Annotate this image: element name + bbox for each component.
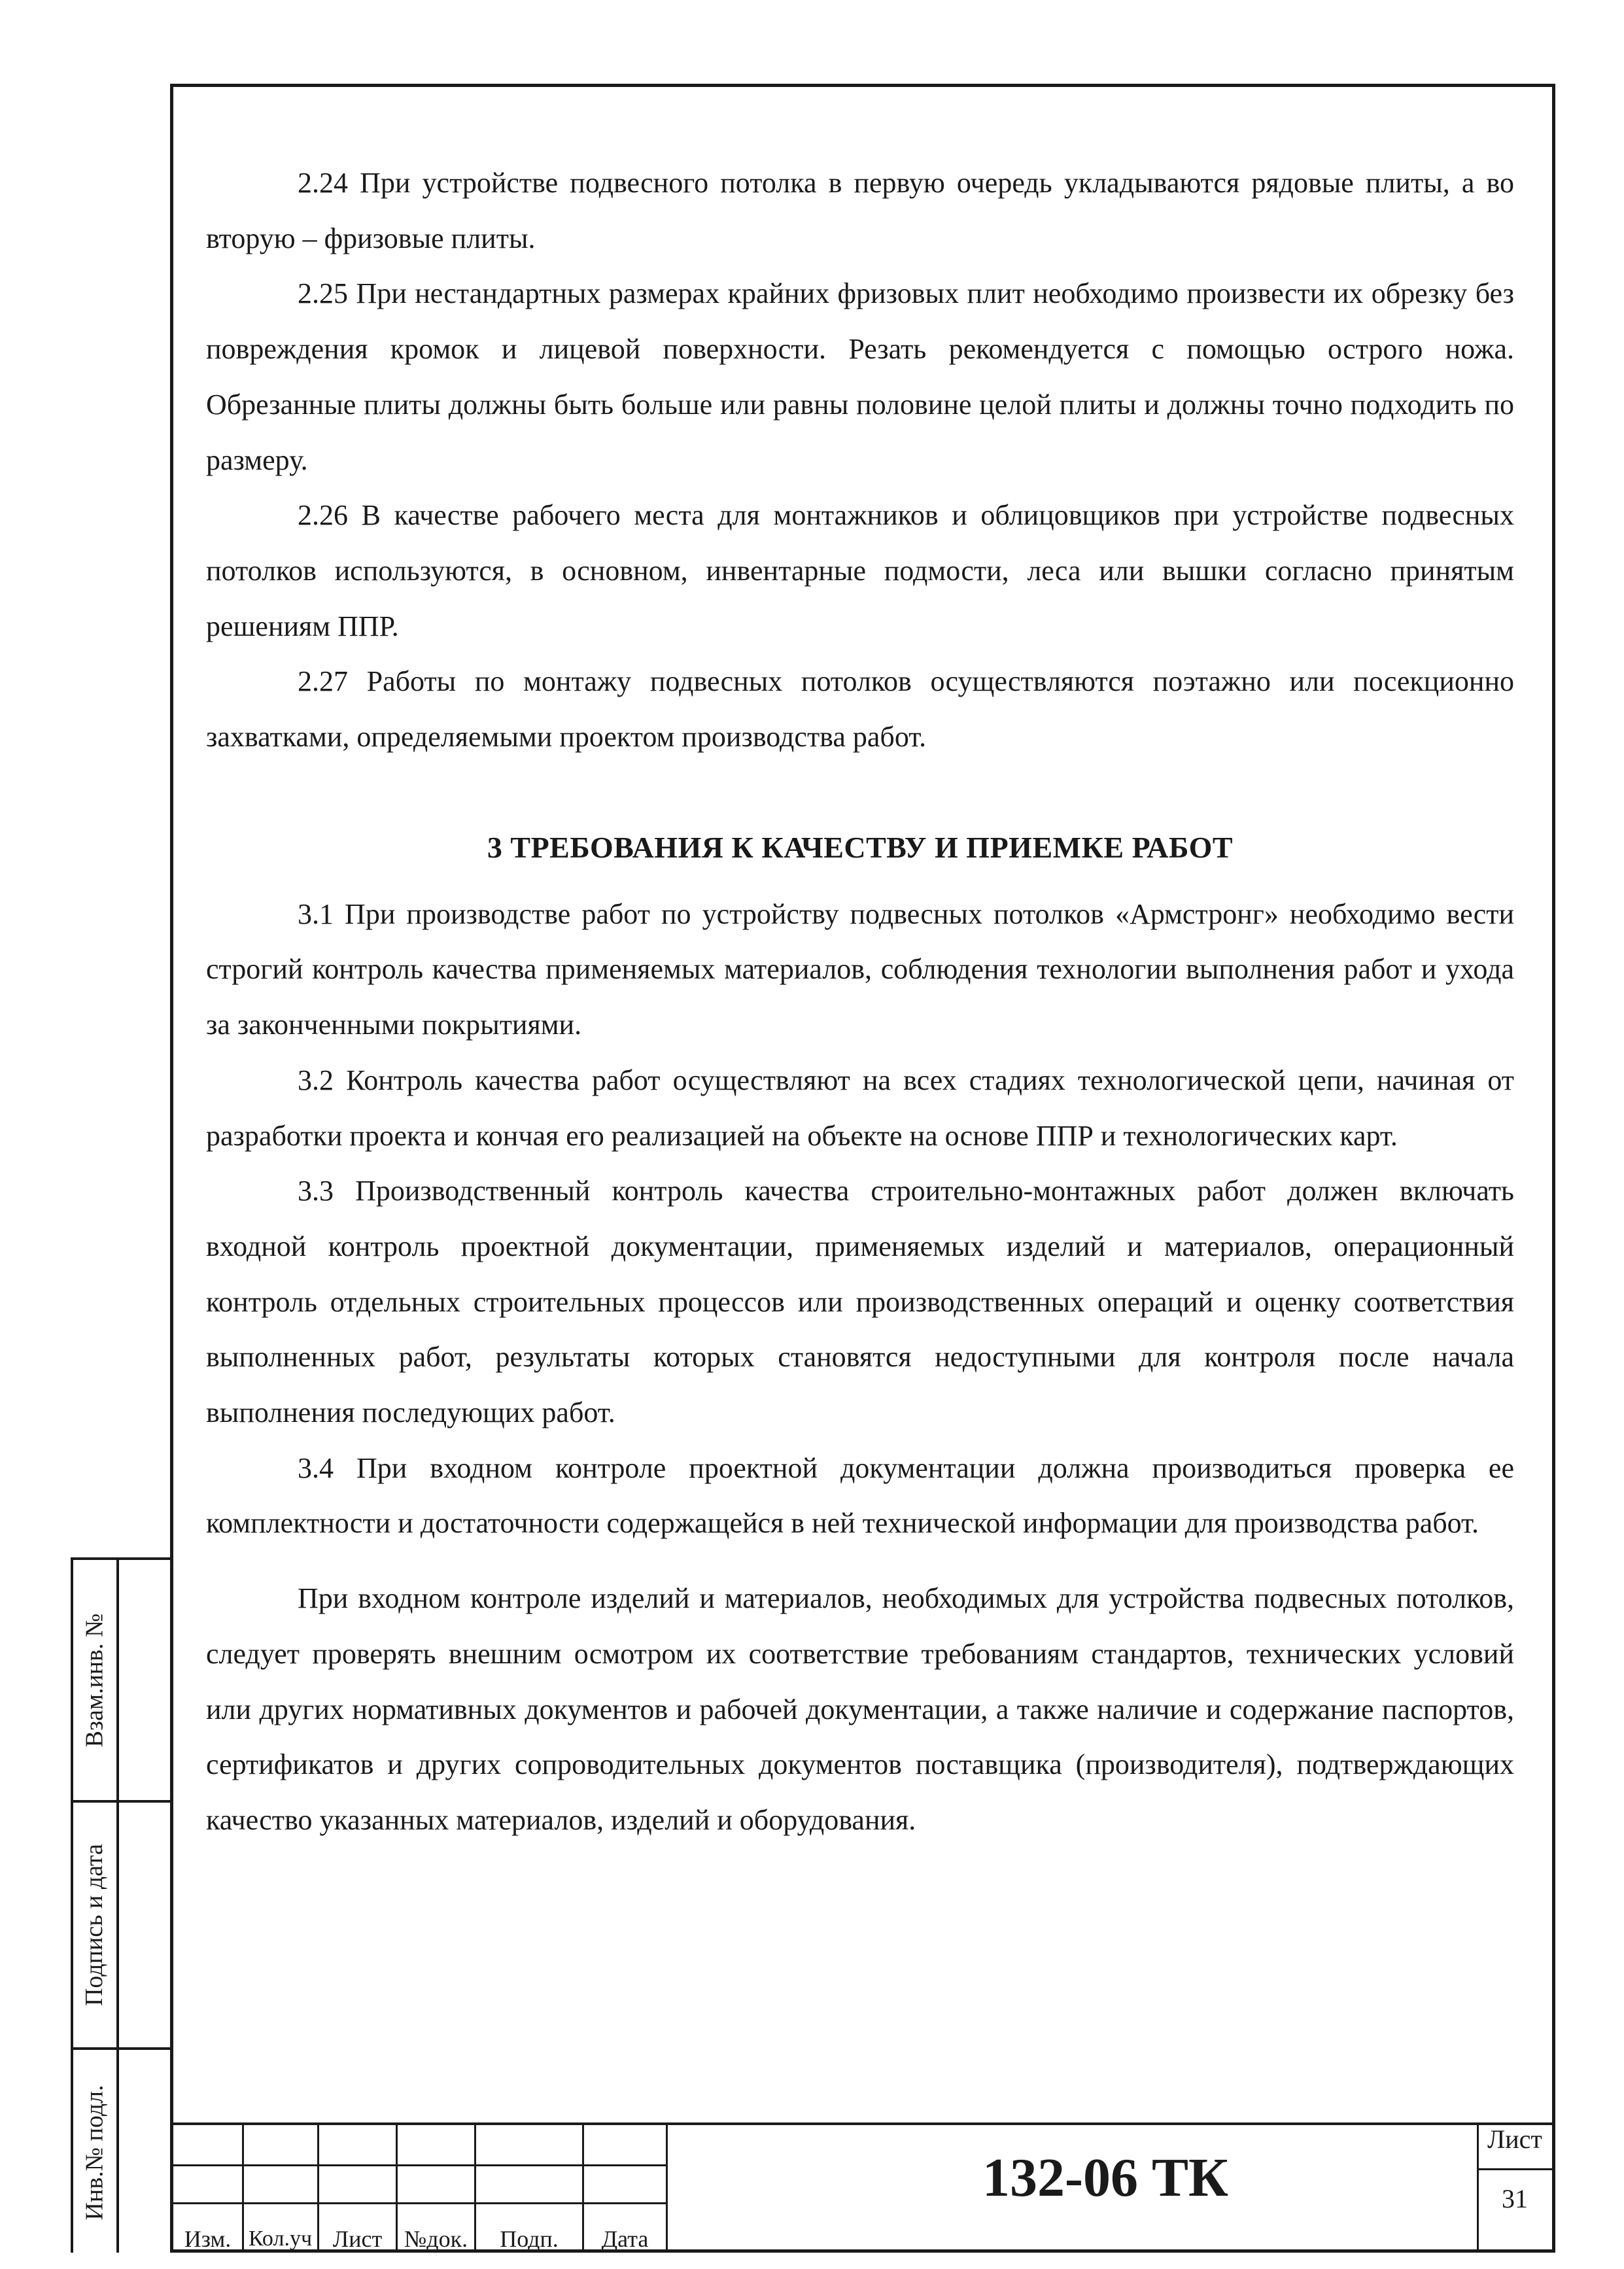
col-kol-uch: Кол.уч [248,2226,313,2251]
col-podp: Подп. [500,2226,559,2252]
sign-date-text: Подпись и дата [80,1843,109,2007]
title-block-row-line [170,2164,667,2166]
sign-date-label [72,1803,116,2047]
paragraph-2-27: 2.27 Работы по монтажу подвесных потолков осуществляются поэтажно или посекционно захватками, определяемыми проектом производства работ. [206,665,1514,753]
document-body [206,156,1514,1848]
replace-inv-label [72,1560,116,1800]
paragraph-3-2: 3.2 Контроль качества работ осуществляют на всех стадиях технологической цепи, начиная от разработки проекта и кончая его реализацией на объекте на основе ППР и технологических карт. [206,1064,1514,1152]
document-code: 132-06 ТК [982,2147,1228,2208]
spacer [206,1551,1514,1571]
paragraph-3-4: 3.4 При входном контроле проектной документации должна производиться проверка ее комплектности и достаточности содержащейся в ней технической информации для производства работ. [206,1451,1514,1540]
sheet-label: Лист [1487,2124,1542,2154]
replace-inv-text: Взам.инв. № [80,1613,109,1747]
inv-orig-label [72,2050,116,2255]
paragraph-2-26: 2.26 В качестве рабочего места для монтажников и облицовщиков при устройстве подвесных потолков используются, в основном, инвентарные подмости, леса или вышки согласно принятым решениям ППР. [206,499,1514,642]
title-block-top-border [170,2122,1555,2125]
col-list: Лист [332,2226,383,2252]
paragraph-3-3: 3.3 Производственный контроль качества строительно-монтажных работ должен включать входной контроль проектной документации, применяемых изделий и материалов, операционный контроль отдельных строительных процессов или производственных операций и оценку соответствия выполненных работ, результаты которых становятся недоступными для контроля после начала выполнения последующих работ. [206,1175,1514,1429]
col-izm: Изм. [184,2226,232,2252]
section-heading: 3 ТРЕБОВАНИЯ К КАЧЕСТВУ И ПРИЕМКЕ РАБОТ [487,830,1234,864]
paragraph-2-25: 2.25 При нестандартных размерах крайних фризовых плит необходимо произвести их обрезку без повреждения кромок и лицевой поверхности. Резать рекомендуется с помощью острого ножа. Обрезанные плиты должны быть больше или равны половине целой плиты и должны точно подходить по размеру. [206,277,1514,476]
sheet-number: 31 [1502,2184,1528,2213]
side-divider [116,1560,119,2253]
inv-orig-text: Инв.№ подл. [80,2085,109,2221]
col-data: Дата [601,2226,649,2252]
side-stamp [71,1557,170,2253]
title-block [170,2122,1555,2253]
title-block-row-line [170,2202,667,2204]
paragraph-3-1: 3.1 При производстве работ по устройству подвесных потолков «Армстронг» необходимо вести строгий контроль качества применяемых материалов, соблюдения технологии выполнения работ и ухода за законченными покрытиями. [206,897,1514,1041]
col-ndok: №док. [404,2226,468,2252]
paragraph-3-4-materials: При входном контроле изделий и материалов, необходимых для устройства подвесных потолков, следует проверять внешним осмотром их соответствие требованиям стандартов, технических условий или других нормативных документов и рабочей документации, а также наличие и содержание паспортов, сертификатов и других сопроводительных документов поставщика (производителя), подтверждающих качество указанных материалов, изделий и оборудования. [206,1582,1514,1836]
paragraph-2-24: 2.24 При устройстве подвесного потолка в первую очередь укладываются рядовые плиты, а во вторую – фризовые плиты. [206,167,1514,254]
